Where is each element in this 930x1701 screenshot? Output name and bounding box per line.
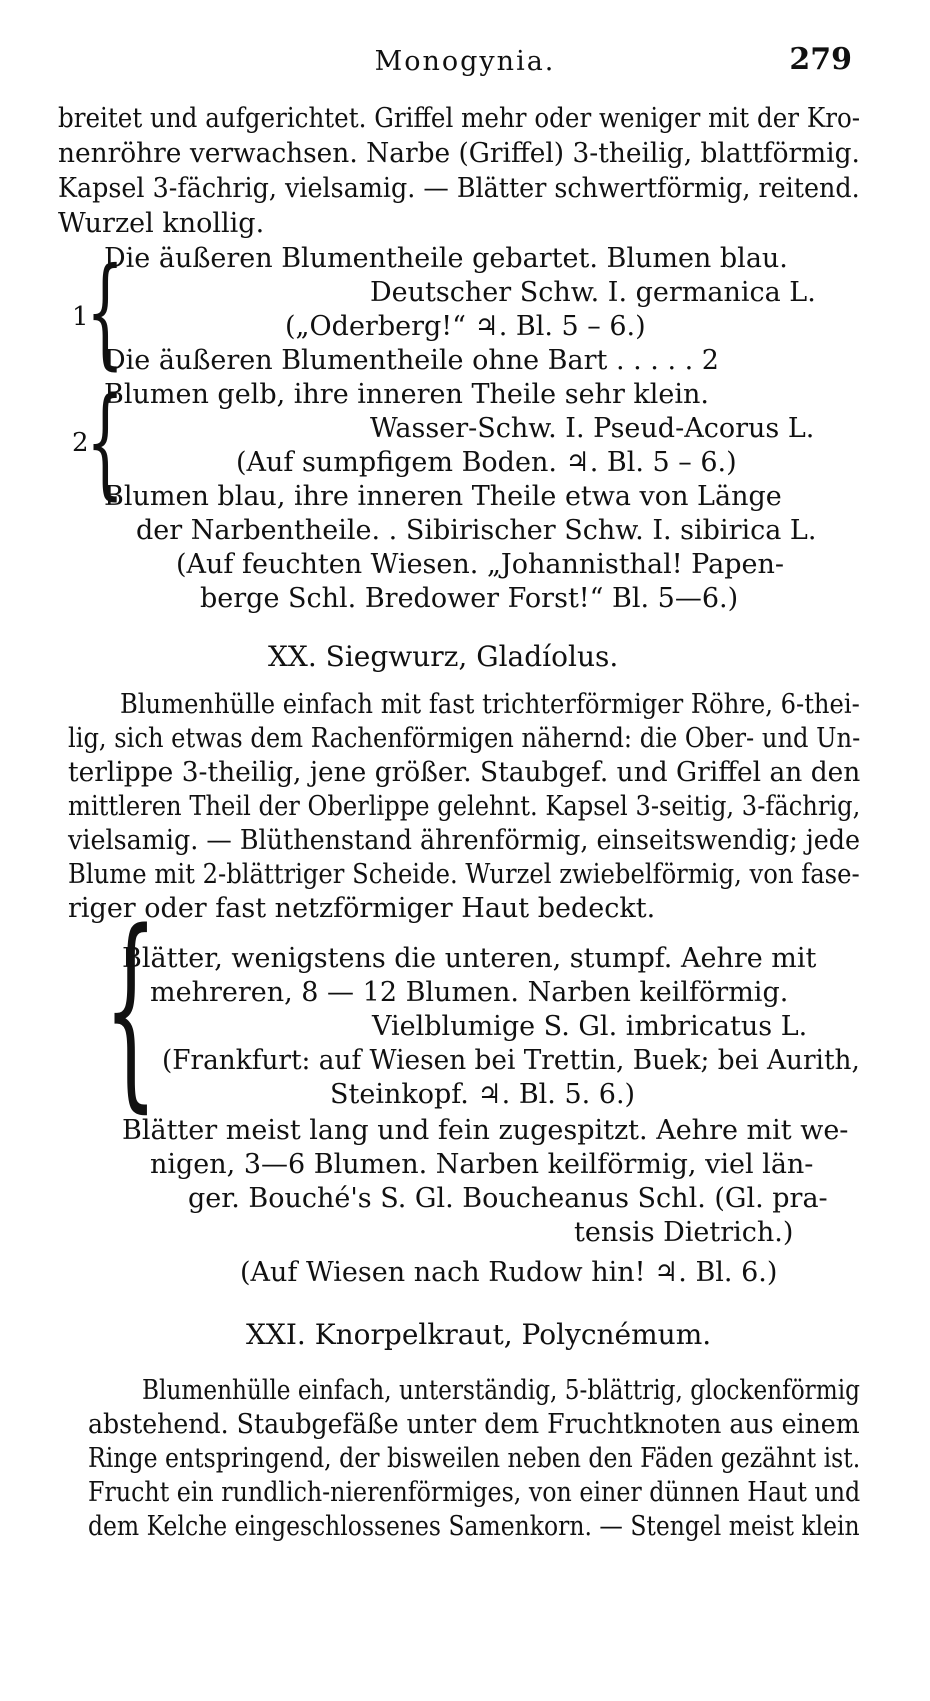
description-line: Ringe entspringend, der bisweilen neben den Fäden gezähnt ist. (88, 1443, 861, 1474)
description-line: Frucht ein rundlich-nierenförmiges, von einer dünnen Haut und (88, 1477, 861, 1508)
key-line: Blumen blau, ihre inneren Theile etwa von Länge (104, 481, 782, 512)
text-line: nenröhre verwachsen. Narbe (Griffel) 3-theilig, blattförmig. (58, 138, 860, 169)
key-line: Blätter meist lang und fein zugespitzt. Aehre mit we- (122, 1115, 849, 1146)
description-line: lig, sich etwas dem Rachenförmigen nähernd: die Ober- und Un- (68, 723, 861, 754)
description-line: Blume mit 2-blättriger Scheide. Wurzel zwiebelförmig, von fase- (68, 859, 860, 890)
description-line: Blumenhülle einfach mit fast trichterförmiger Röhre, 6-thei- (120, 689, 860, 720)
description-line: vielsamig. — Blüthenstand ährenförmig, einseitswendig; jede (68, 825, 861, 856)
key-line: tensis Dietrich.) (574, 1217, 794, 1248)
key-line: Steinkopf. ♃. Bl. 5. 6.) (330, 1079, 636, 1110)
text-line: Kapsel 3-fächrig, vielsamig. — Blätter schwertförmig, reitend. (58, 173, 860, 204)
key-line: Vielblumige S. Gl. imbricatus L. (372, 1011, 808, 1042)
key-line: berge Schl. Bredower Forst!“ Bl. 5—6.) (200, 583, 739, 614)
brace-icon: { (104, 886, 158, 1131)
key-line: Die äußeren Blumentheile ohne Bart . . . . . 2 (104, 345, 719, 376)
key-line: („Oderberg!“ ♃. Bl. 5 – 6.) (285, 311, 646, 342)
description-line: dem Kelche eingeschlossenes Samenkorn. — Stengel meist klein (88, 1511, 860, 1542)
text-line: Wurzel knollig. (58, 208, 265, 239)
key-line: (Auf feuchten Wiesen. „Johannisthal! Papen- (176, 549, 785, 580)
key-line: (Auf Wiesen nach Rudow hin! ♃. Bl. 6.) (240, 1257, 778, 1288)
key-line: mehreren, 8 — 12 Blumen. Narben keilförmig. (150, 977, 789, 1008)
description-line: terlippe 3-theilig, jene größer. Staubgef. und Griffel an den (68, 757, 861, 788)
running-title: Monogynia. (374, 46, 556, 77)
page-number: 279 (789, 42, 852, 77)
description-line: Blumenhülle einfach, unterständig, 5-blättrig, glockenförmig (142, 1375, 860, 1406)
text-line: breitet und aufgerichtet. Griffel mehr oder weniger mit der Kro- (58, 103, 861, 134)
brace-icon: { (86, 373, 125, 512)
description-line: abstehend. Staubgefäße unter dem Fruchtknoten aus einem (88, 1409, 860, 1440)
key-line: nigen, 3—6 Blumen. Narben keilförmig, viel län- (150, 1149, 814, 1180)
key-line: Die äußeren Blumentheile gebartet. Blumen blau. (104, 243, 788, 274)
key-line: Blumen gelb, ihre inneren Theile sehr klein. (104, 379, 710, 410)
key-line: der Narbentheile. . Sibirischer Schw. I. sibirica L. (136, 515, 817, 546)
key-line: (Frankfurt: auf Wiesen bei Trettin, Buek; bei Aurith, (162, 1045, 860, 1076)
key-number: 2 (72, 428, 89, 458)
genus-heading: XX. Siegwurz, Gladíolus. (268, 640, 619, 673)
key-line: ger. Bouché's S. Gl. Boucheanus Schl. (Gl. pra- (188, 1183, 828, 1214)
key-number: 1 (72, 302, 89, 332)
genus-heading: XXI. Knorpelkraut, Polycnémum. (246, 1318, 712, 1351)
description-line: riger oder fast netzförmiger Haut bedeckt. (68, 893, 656, 924)
key-line: Blätter, wenigstens die unteren, stumpf. Aehre mit (122, 943, 817, 974)
page-header (0, 42, 930, 82)
brace-icon: { (86, 243, 125, 382)
key-line: Wasser-Schw. I. Pseud-Acorus L. (370, 413, 815, 444)
description-line: mittleren Theil der Oberlippe gelehnt. Kapsel 3-seitig, 3-fächrig, (68, 791, 861, 822)
key-line: (Auf sumpfigem Boden. ♃. Bl. 5 – 6.) (236, 447, 737, 478)
key-line: Deutscher Schw. I. germanica L. (370, 277, 816, 308)
